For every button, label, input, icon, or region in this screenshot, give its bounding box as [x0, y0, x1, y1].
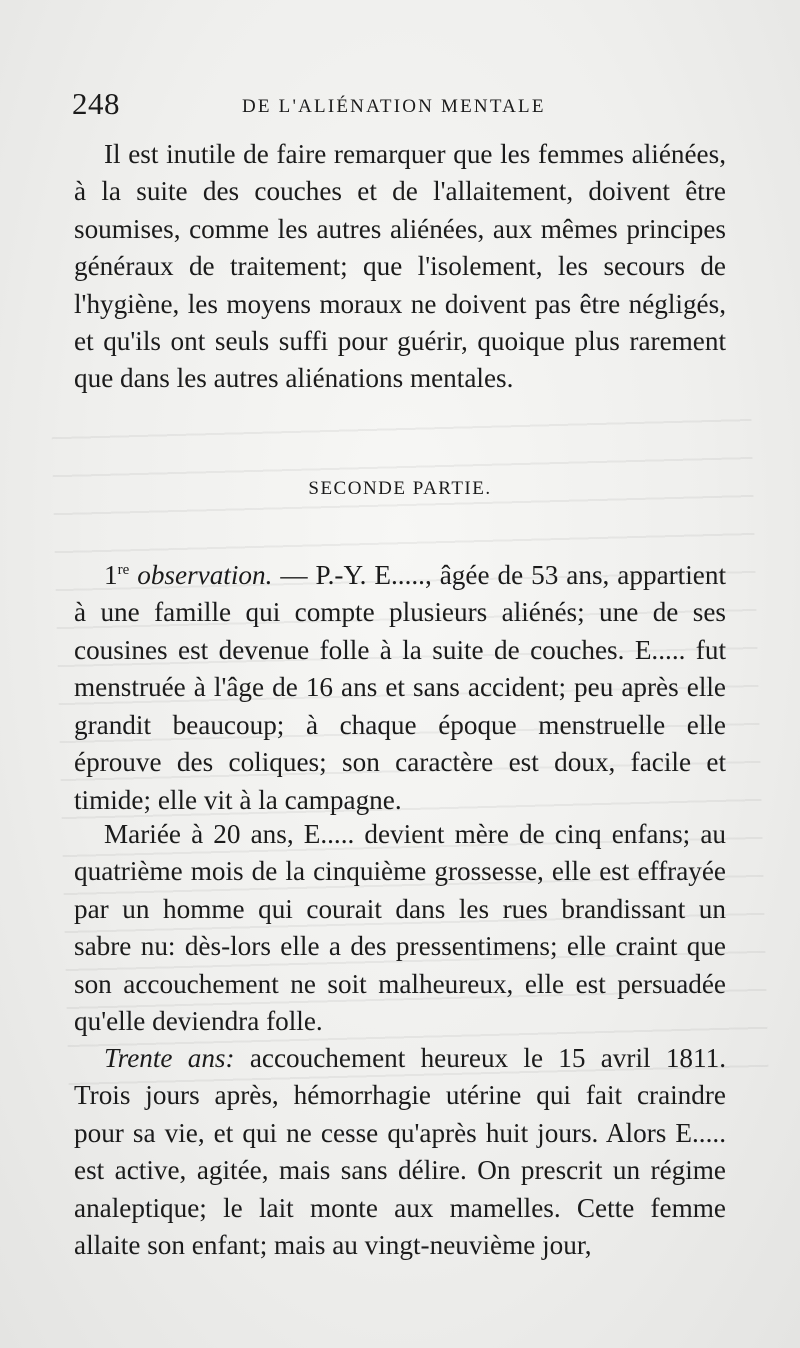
section-heading: SECONDE PARTIE.	[308, 478, 492, 499]
observation-paragraph	[74, 552, 726, 819]
observation-number-suffix: re	[117, 562, 130, 578]
paragraph-3	[74, 816, 726, 1040]
observation-body: — P.-Y. E....., âgée de 53 ans, appartient à une famille qui compte plusieurs aliénés; une de ses cousines est devenue folle à la suite de couches. E..... fut menstruée à l'âge de 16 ans et sans accident; peu après elle grandit beaucoup; à chaque époque menstruelle elle éprouve des coliques; son caractère est doux, facile et timide; elle vit à la campagne.	[74, 560, 727, 815]
paragraph-4-text	[74, 1040, 726, 1264]
running-title: DE L'ALIÉNATION MENTALE	[242, 96, 546, 117]
observation-text-line	[74, 552, 726, 819]
paragraph-1-text: Il est inutile de faire remarquer que les femmes aliénées, à la suite des couches et de l'allaitement, doivent être soumises, comme les autres aliénées, aux mêmes principes généraux de traitement; que l'isolement, les secours de l'hygiène, les moyens moraux ne doivent pas être négligés, et qu'ils ont seuls suffi pour guérir, quoique plus rarement que dans les autres aliénations mentales.	[74, 139, 726, 394]
paragraph-3-text: Mariée à 20 ans, E..... devient mère de cinq enfans; au quatrième mois de la cinquième grossesse, elle est effrayée par un homme qui courait dans les rues brandissant un sabre nu: dès-lors elle a des pressentimens; elle craint que son accouchement ne soit malheureux, elle est persuadée qu'elle deviendra folle.	[74, 819, 726, 1037]
paragraph-4-body: accouchement heureux le 15 avril 1811. Trois jours après, hémorrhagie utérine qui fait craindre pour sa vie, et qui ne cesse qu'après huit jours. Alors E..... est active, agitée, mais sans délire. On prescrit un régime analeptique; le lait monte aux mamelles. Cette femme allaite son enfant; mais au vingt-neuvième jour,	[74, 1043, 726, 1261]
paragraph-1	[74, 136, 726, 398]
page-number: 248	[72, 86, 120, 121]
paragraph-4	[74, 1040, 726, 1264]
paragraph-4-lead: Trente ans:	[104, 1043, 235, 1073]
page-header	[72, 86, 726, 126]
observation-label: observation.	[137, 560, 273, 591]
observation-number	[104, 560, 129, 590]
observation-number-digit: 1	[104, 560, 118, 591]
